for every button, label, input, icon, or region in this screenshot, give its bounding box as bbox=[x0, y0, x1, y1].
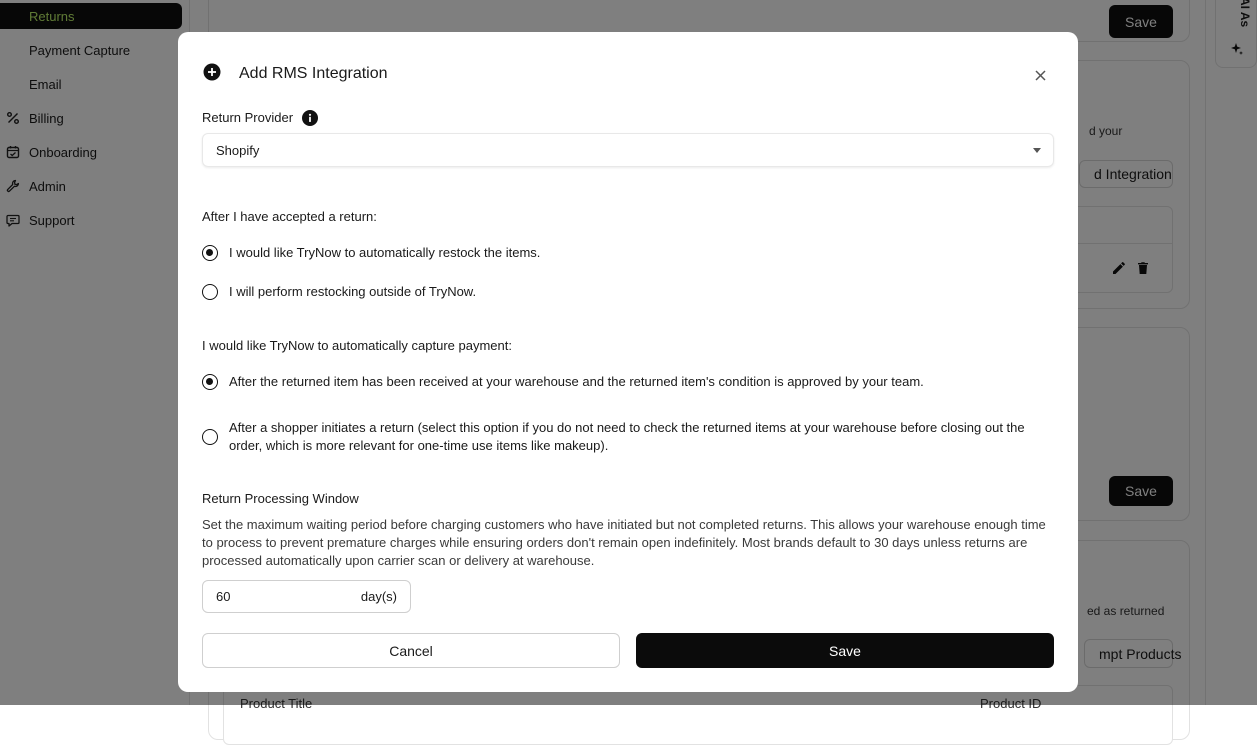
return-window-unit: day(s) bbox=[360, 589, 397, 604]
capture-option-after-received[interactable] bbox=[202, 374, 924, 391]
cancel-button[interactable]: Cancel bbox=[202, 633, 620, 668]
save-button[interactable]: Save bbox=[636, 633, 1054, 668]
return-window-label: Return Processing Window bbox=[202, 491, 359, 506]
return-window-description: Set the maximum waiting period before charging customers who have initiated but not completed returns. This allows your warehouse enough time to process to prevent premature charges while ensuring orders don't remain open indefinitely. Most brands default to 30 days unless returns are processed automatically upon carrier scan or delivery at warehouse. bbox=[202, 517, 1046, 568]
radio-checked[interactable] bbox=[202, 374, 218, 390]
radio-unchecked[interactable] bbox=[202, 284, 218, 300]
add-rms-integration-modal bbox=[178, 32, 1078, 692]
radio-unchecked[interactable] bbox=[202, 429, 218, 445]
plus-circle-icon bbox=[202, 62, 222, 82]
caret-down-icon bbox=[1033, 148, 1041, 153]
return-provider-select[interactable] bbox=[202, 133, 1054, 167]
radio-label: I would like TryNow to automatically restock the items. bbox=[229, 245, 541, 260]
return-provider-value: Shopify bbox=[216, 142, 260, 158]
radio-checked[interactable] bbox=[202, 245, 218, 261]
return-window-input[interactable] bbox=[202, 580, 411, 613]
return-window-value[interactable]: 60 bbox=[216, 589, 231, 604]
return-provider-label: Return Provider bbox=[202, 110, 294, 125]
info-icon[interactable] bbox=[302, 110, 318, 126]
restock-option-auto[interactable] bbox=[202, 245, 540, 262]
capture-question: I would like TryNow to automatically capture payment: bbox=[202, 338, 512, 353]
radio-label: After a shopper initiates a return (select this option if you do not need to check the returned items at your warehouse before closing out the order, which is more relevant for one-time use items like makeup). bbox=[229, 420, 1025, 453]
radio-label: I will perform restocking outside of TryNow. bbox=[229, 284, 477, 299]
close-button[interactable] bbox=[1030, 65, 1050, 85]
restock-option-manual[interactable] bbox=[202, 284, 476, 301]
capture-option-after-initiated[interactable] bbox=[202, 419, 1054, 455]
close-icon bbox=[1035, 70, 1046, 81]
restock-question: After I have accepted a return: bbox=[202, 209, 377, 224]
modal-title: Add RMS Integration bbox=[239, 65, 388, 82]
radio-label: After the returned item has been received at your warehouse and the returned item's condition is approved by your team. bbox=[229, 374, 924, 389]
